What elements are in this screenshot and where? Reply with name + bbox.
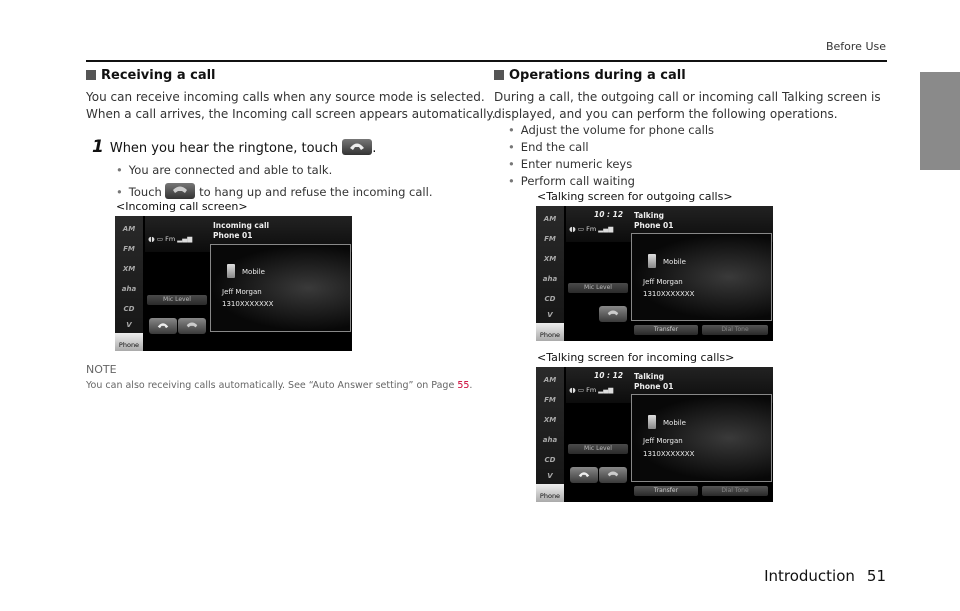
contact-number: 1310XXXXXXX — [643, 290, 695, 298]
mobile-label: Mobile — [242, 268, 265, 276]
bullet-connected: • You are connected and able to talk. — [116, 163, 333, 177]
op-bullet-keys: • Enter numeric keys — [508, 157, 633, 171]
caption-incoming-screen: <Incoming call screen> — [116, 200, 248, 213]
source-xm[interactable]: XM — [543, 416, 557, 424]
transfer-button[interactable]: Transfer — [634, 486, 698, 496]
source-sidebar — [536, 206, 564, 341]
talking-outgoing-screen — [536, 206, 773, 341]
operations-intro-1: During a call, the outgoing call or incoming call Talking screen is — [494, 90, 881, 104]
mobile-phone-icon — [648, 254, 656, 268]
heading-operations-call: Operations during a call — [494, 68, 686, 83]
mobile-phone-icon — [648, 415, 656, 429]
source-cd[interactable]: CD — [544, 295, 556, 303]
end-call-button[interactable] — [599, 306, 627, 322]
step-number: 1 — [92, 137, 104, 157]
chapter-name: Introduction — [764, 567, 855, 585]
source-sidebar — [115, 216, 143, 351]
mobile-label: Mobile — [663, 419, 686, 427]
heading-receiving-call: Receiving a call — [86, 68, 216, 83]
source-more[interactable]: V — [126, 321, 132, 329]
chapter-side-tab — [920, 72, 960, 170]
status-icons: ◖◗ ▭ Fm ▂▄▆ — [569, 386, 614, 394]
phone-source-button[interactable]: Phone — [115, 333, 143, 351]
op-bullet-waiting: • Perform call waiting — [508, 174, 635, 188]
square-bullet-icon — [494, 70, 504, 80]
hangup-phone-icon — [165, 183, 195, 199]
note-text: You can also receiving calls automatically. See “Auto Answer setting” on Page 55. — [86, 380, 473, 391]
source-more[interactable]: V — [547, 311, 553, 319]
talking-incoming-screen — [536, 367, 773, 502]
receiving-intro-2: When a call arrives, the Incoming call screen appears automatically. — [86, 107, 496, 121]
caption-outgoing-screen: <Talking screen for outgoing calls> — [537, 190, 733, 203]
bullet-hangup: • Touch to hang up and refuse the incoming call. — [116, 185, 433, 199]
source-xm[interactable]: XM — [122, 265, 136, 273]
dial-tone-button[interactable]: Dial Tone — [702, 486, 768, 496]
source-aha[interactable]: aha — [542, 275, 558, 283]
phone-source-button[interactable]: Phone — [536, 484, 564, 502]
incoming-title: Incoming call Phone 01 — [213, 221, 270, 240]
source-cd[interactable]: CD — [123, 305, 135, 313]
contact-name: Jeff Morgan — [222, 288, 262, 296]
source-sidebar — [536, 367, 564, 502]
dial-tone-button[interactable]: Dial Tone — [702, 325, 768, 335]
answer-waiting-button[interactable] — [570, 467, 598, 483]
call-time: 10 : 12 — [594, 210, 624, 219]
page-footer — [752, 567, 886, 585]
contact-name: Jeff Morgan — [643, 437, 683, 445]
contact-name: Jeff Morgan — [643, 278, 683, 286]
source-fm[interactable]: FM — [123, 245, 135, 253]
mic-level-button[interactable]: Mic Level — [147, 295, 207, 305]
source-am[interactable]: AM — [543, 376, 557, 384]
mobile-label: Mobile — [663, 258, 686, 266]
source-fm[interactable]: FM — [544, 396, 556, 404]
contact-number: 1310XXXXXXX — [222, 300, 274, 308]
op-bullet-volume: • Adjust the volume for phone calls — [508, 123, 715, 137]
source-aha[interactable]: aha — [121, 285, 137, 293]
header-rule — [86, 60, 887, 62]
answer-phone-icon — [342, 139, 372, 155]
source-xm[interactable]: XM — [543, 255, 557, 263]
operations-intro-2: displayed, and you can perform the following operations. — [494, 107, 838, 121]
contact-number: 1310XXXXXXX — [643, 450, 695, 458]
reject-button[interactable] — [178, 318, 206, 334]
transfer-button[interactable]: Transfer — [634, 325, 698, 335]
mic-level-button[interactable]: Mic Level — [568, 444, 628, 454]
talking-title: Talking Phone 01 — [634, 372, 674, 391]
page-number: 51 — [866, 567, 886, 585]
step-1: 1 When you hear the ringtone, touch . — [92, 137, 377, 157]
call-time: 10 : 12 — [594, 371, 624, 380]
page-link[interactable]: 55 — [457, 380, 470, 391]
mic-level-button[interactable]: Mic Level — [568, 283, 628, 293]
step-text: When you hear the ringtone, touch — [109, 141, 339, 156]
end-call-button[interactable] — [599, 467, 627, 483]
receiving-intro-1: You can receive incoming calls when any source mode is selected. — [86, 90, 485, 104]
status-icons: ◖◗ ▭ Fm ▂▄▆ — [569, 225, 614, 233]
mobile-phone-icon — [227, 264, 235, 278]
note-heading: NOTE — [86, 363, 117, 376]
status-icons: ◖◗ ▭ Fm ▂▄▆ — [148, 235, 193, 243]
source-fm[interactable]: FM — [544, 235, 556, 243]
source-more[interactable]: V — [547, 472, 553, 480]
square-bullet-icon — [86, 70, 96, 80]
talking-title: Talking Phone 01 — [634, 211, 674, 230]
source-am[interactable]: AM — [543, 215, 557, 223]
source-aha[interactable]: aha — [542, 436, 558, 444]
source-cd[interactable]: CD — [544, 456, 556, 464]
answer-button[interactable] — [149, 318, 177, 334]
source-am[interactable]: AM — [122, 225, 136, 233]
incoming-call-screen — [115, 216, 352, 351]
header-section-title: Before Use — [825, 40, 886, 53]
op-bullet-end: • End the call — [508, 140, 589, 154]
caption-incoming-talking-screen: <Talking screen for incoming calls> — [537, 351, 735, 364]
phone-source-button[interactable]: Phone — [536, 323, 564, 341]
